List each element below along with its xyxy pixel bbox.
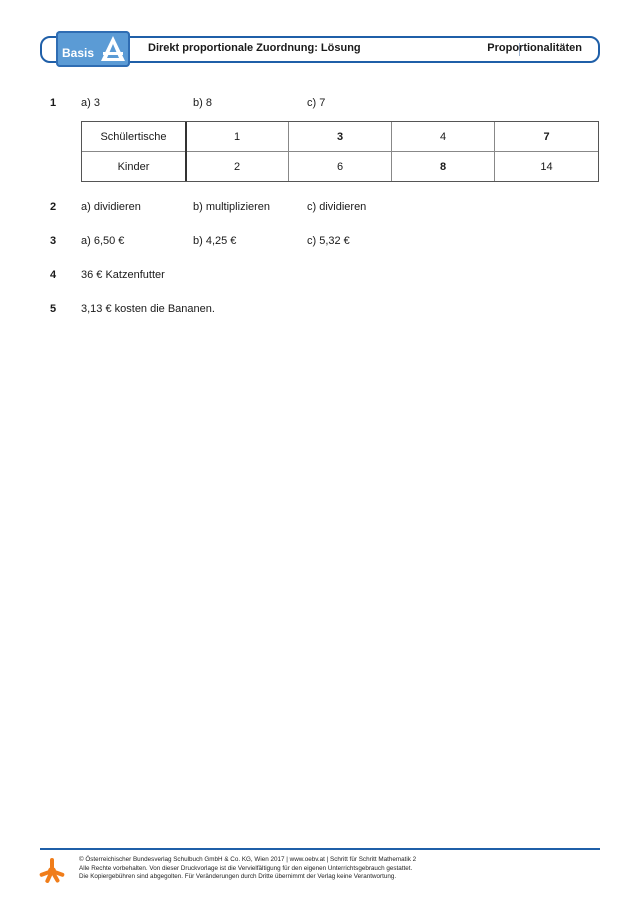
table-cell: Kinder	[117, 160, 150, 173]
task-5-answer: 3,13 € kosten die Bananen.	[81, 303, 215, 315]
table-cell: 2	[233, 160, 241, 173]
basis-label: Basis	[62, 46, 95, 60]
task-1-c: c) 7	[307, 97, 326, 109]
task-2-a: a) dividieren	[81, 201, 141, 213]
footer-line-1: © Österreichischer Bundesverlag Schulbuch GmbH & Co. KG, Wien 2017 | www.oebv.at | Schritt für Schritt Mathematik 2	[79, 856, 417, 863]
task-3-b: b) 4,25 €	[193, 235, 237, 247]
publisher-logo-icon	[38, 857, 66, 885]
task-2-b: b) multiplizieren	[193, 201, 271, 213]
task-1-a: a) 3	[81, 97, 100, 109]
task-5-number: 5	[50, 303, 57, 315]
task-3-c: c) 5,32 €	[307, 235, 350, 247]
pyramid-icon	[99, 34, 127, 64]
table-cell: 7	[543, 130, 550, 143]
page-title: Direkt proportionale Zuordnung: Lösung	[148, 42, 361, 54]
task-4-number: 4	[50, 269, 57, 281]
task-2-number: 2	[50, 201, 57, 213]
table-cell: 6	[336, 160, 344, 173]
table-cell: 1	[233, 130, 241, 143]
task-2-c: c) dividieren	[307, 201, 367, 213]
footer-line-3: Die Kopiergebühren sind abgegolten. Für Veränderungen durch Dritte übernimmt der Verlag keine Verantwortung.	[79, 873, 397, 881]
task-1-number: 1	[50, 97, 57, 109]
task-4-answer: 36 € Katzenfutter	[81, 269, 165, 281]
table-cell: 8	[439, 160, 447, 173]
task-3-a: a) 6,50 €	[81, 235, 125, 247]
table-cell: 3	[336, 130, 344, 143]
basis-badge	[56, 31, 130, 67]
proportion-table	[81, 121, 599, 182]
task-1-b: b) 8	[193, 97, 212, 109]
footer-copyright	[79, 856, 416, 882]
footer-line-2: Alle Rechte vorbehalten. Von dieser Druckvorlage ist die Vervielfältigung für den eigenen Unterrichtsgebrauch gestattet.	[79, 864, 413, 872]
page-topic: Proportionalitäten	[487, 42, 582, 54]
task-3-number: 3	[50, 235, 57, 247]
table-cell: 14	[540, 160, 553, 173]
table-cell: Schülertische	[100, 130, 167, 143]
footer-divider	[40, 848, 600, 850]
table-cell: 4	[439, 130, 447, 143]
